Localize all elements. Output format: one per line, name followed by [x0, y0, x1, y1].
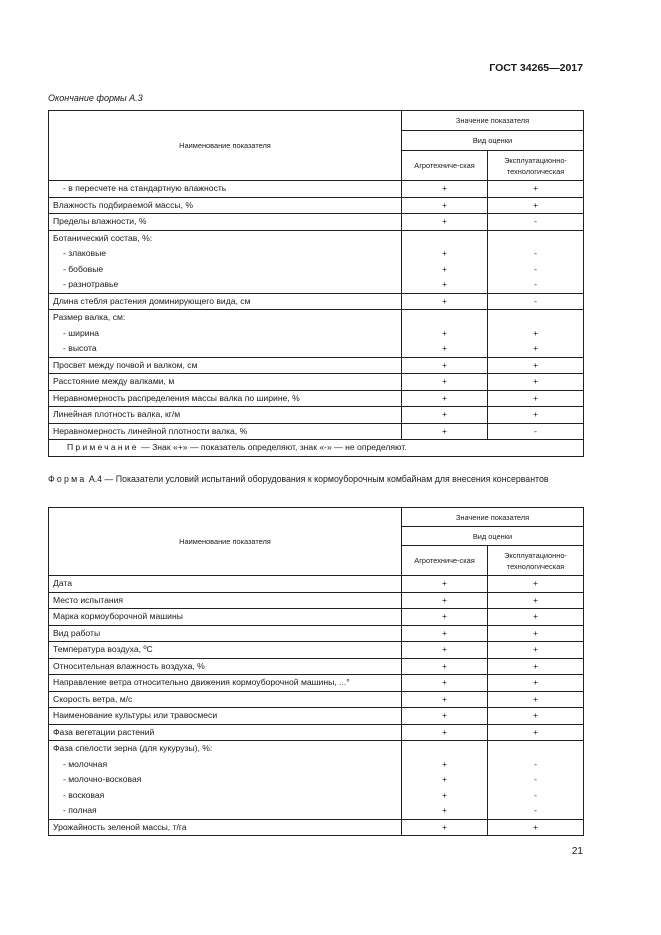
agro-mark: +: [402, 246, 488, 262]
agro-mark: +: [402, 675, 488, 692]
col-header-expl: Эксплуатационно-технологическая: [488, 546, 584, 576]
agro-mark: +: [402, 277, 488, 293]
agro-mark: +: [402, 592, 488, 609]
expl-mark: +: [488, 357, 584, 374]
expl-mark: -: [488, 788, 584, 804]
note-label: Примечание: [67, 442, 139, 452]
col-header-value: Значение показателя: [402, 111, 584, 131]
table-note-row: [49, 440, 584, 457]
agro-mark: +: [402, 757, 488, 773]
row-label: - полная: [49, 803, 402, 819]
indicators-table-a4: [48, 507, 584, 836]
row-label: Длина стебля растения доминирующего вида, см: [49, 293, 402, 310]
table-row: [49, 214, 584, 231]
table-row: [49, 293, 584, 310]
agro-mark: +: [402, 609, 488, 626]
row-label: - злаковые: [49, 246, 402, 262]
expl-mark: -: [488, 757, 584, 773]
table-note: [49, 440, 584, 457]
expl-mark: +: [488, 708, 584, 725]
document-code: ГОСТ 34265—2017: [489, 62, 583, 74]
table-row: [49, 576, 584, 593]
expl-mark: +: [488, 407, 584, 424]
expl-mark: -: [488, 214, 584, 231]
page-number: 21: [571, 846, 583, 857]
row-label: Относительная влажность воздуха, %: [49, 658, 402, 675]
expl-mark: -: [488, 277, 584, 293]
table-row: [49, 819, 584, 836]
row-label: Дата: [49, 576, 402, 593]
expl-mark: +: [488, 819, 584, 836]
row-label: - молочная: [49, 757, 402, 773]
row-label: Место испытания: [49, 592, 402, 609]
table-row: [49, 757, 584, 773]
expl-mark: -: [488, 262, 584, 278]
agro-mark: +: [402, 181, 488, 198]
table-row: [49, 724, 584, 741]
agro-mark: +: [402, 326, 488, 342]
row-label: Неравномерность линейной плотности валка, %: [49, 423, 402, 440]
expl-mark: -: [488, 772, 584, 788]
row-label: - бобовые: [49, 262, 402, 278]
table-row: [49, 277, 584, 293]
col-header-agro: Агротехниче-ская: [402, 151, 488, 181]
table-row: [49, 609, 584, 626]
table-row: [49, 390, 584, 407]
indicators-table-a3: [48, 110, 584, 457]
row-label: - высота: [49, 341, 402, 357]
table-row: [49, 341, 584, 357]
table-row: [49, 423, 584, 440]
col-header-type: Вид оценки: [402, 131, 584, 151]
row-label: - разнотравье: [49, 277, 402, 293]
row-label: Пределы влажности, %: [49, 214, 402, 231]
row-label: Линейная плотность валка, кг/м: [49, 407, 402, 424]
expl-mark: -: [488, 293, 584, 310]
agro-mark: +: [402, 197, 488, 214]
row-label: Скорость ветра, м/с: [49, 691, 402, 708]
row-label: - ширина: [49, 326, 402, 342]
agro-mark: +: [402, 293, 488, 310]
row-label: Размер валка, см:: [49, 310, 402, 326]
agro-mark: +: [402, 625, 488, 642]
table-row: [49, 262, 584, 278]
table-row: [49, 625, 584, 642]
agro-mark: +: [402, 772, 488, 788]
table-row: [49, 803, 584, 819]
expl-mark: +: [488, 642, 584, 659]
row-label: Урожайность зеленой массы, т/га: [49, 819, 402, 836]
table-row: [49, 246, 584, 262]
expl-mark: +: [488, 181, 584, 198]
table-row: [49, 310, 584, 326]
col-header-name: Наименование показателя: [49, 508, 402, 576]
agro-mark: +: [402, 357, 488, 374]
table-row: [49, 230, 584, 246]
table-row: [49, 407, 584, 424]
expl-mark: +: [488, 691, 584, 708]
col-header-name: Наименование показателя: [49, 111, 402, 181]
table-row: [49, 772, 584, 788]
agro-mark: +: [402, 642, 488, 659]
table2-caption: [48, 474, 583, 485]
expl-mark: +: [488, 625, 584, 642]
row-label: Направление ветра относительно движения кормоуборочной машины, ...°: [49, 675, 402, 692]
table1-caption: Окончание формы А.3: [48, 93, 143, 103]
row-label: Фаза спелости зерна (для кукурузы), %:: [49, 741, 402, 757]
table-row: [49, 326, 584, 342]
expl-mark: +: [488, 390, 584, 407]
expl-mark: +: [488, 592, 584, 609]
agro-mark: +: [402, 708, 488, 725]
expl-mark: +: [488, 374, 584, 391]
row-label: Расстояние между валками, м: [49, 374, 402, 391]
agro-mark: +: [402, 803, 488, 819]
agro-mark: +: [402, 390, 488, 407]
row-label: - восковая: [49, 788, 402, 804]
table-row: [49, 592, 584, 609]
expl-mark: -: [488, 803, 584, 819]
expl-mark: -: [488, 246, 584, 262]
row-label: Температура воздуха, ºС: [49, 642, 402, 659]
table-row: [49, 675, 584, 692]
agro-mark: +: [402, 788, 488, 804]
agro-mark: +: [402, 819, 488, 836]
col-header-value: Значение показателя: [402, 508, 584, 527]
table-row: [49, 658, 584, 675]
table-row: [49, 691, 584, 708]
row-label: Вид работы: [49, 625, 402, 642]
table-row: [49, 788, 584, 804]
row-label: Влажность подбираемой массы, %: [49, 197, 402, 214]
agro-mark: +: [402, 658, 488, 675]
expl-mark: +: [488, 675, 584, 692]
form-word: Форма: [48, 474, 87, 484]
agro-mark: +: [402, 691, 488, 708]
col-header-agro: Агротехниче-ская: [402, 546, 488, 576]
row-label: Наименование культуры или травосмеси: [49, 708, 402, 725]
table-row: [49, 374, 584, 391]
row-label: - молочно-восковая: [49, 772, 402, 788]
col-header-type: Вид оценки: [402, 527, 584, 546]
expl-mark: +: [488, 197, 584, 214]
agro-mark: +: [402, 374, 488, 391]
table-row: [49, 181, 584, 198]
expl-mark: -: [488, 423, 584, 440]
row-label: Марка кормоуборочной машины: [49, 609, 402, 626]
row-label: Неравномерность распределения массы валка по ширине, %: [49, 390, 402, 407]
agro-mark: +: [402, 576, 488, 593]
table-row: [49, 357, 584, 374]
table-row: [49, 197, 584, 214]
expl-mark: +: [488, 341, 584, 357]
col-header-expl: Эксплуатационно-технологическая: [488, 151, 584, 181]
row-label: Просвет между почвой и валком, см: [49, 357, 402, 374]
table-row: [49, 642, 584, 659]
note-text: — Знак «+» — показатель определяют, знак «-» — не определяют.: [138, 442, 407, 452]
agro-mark: +: [402, 423, 488, 440]
row-label: Фаза вегетации растений: [49, 724, 402, 741]
row-label: - в пересчете на стандартную влажность: [49, 181, 402, 198]
expl-mark: +: [488, 326, 584, 342]
expl-mark: +: [488, 658, 584, 675]
expl-mark: +: [488, 576, 584, 593]
table-row: [49, 708, 584, 725]
table2-caption-text: А.4 — Показатели условий испытаний оборудования к кормоуборочным комбайнам для внесения консервантов: [86, 474, 549, 484]
expl-mark: +: [488, 724, 584, 741]
agro-mark: +: [402, 214, 488, 231]
agro-mark: +: [402, 407, 488, 424]
table-row: [49, 741, 584, 757]
row-label: Ботанический состав, %:: [49, 230, 402, 246]
agro-mark: +: [402, 341, 488, 357]
agro-mark: +: [402, 262, 488, 278]
agro-mark: +: [402, 724, 488, 741]
expl-mark: +: [488, 609, 584, 626]
